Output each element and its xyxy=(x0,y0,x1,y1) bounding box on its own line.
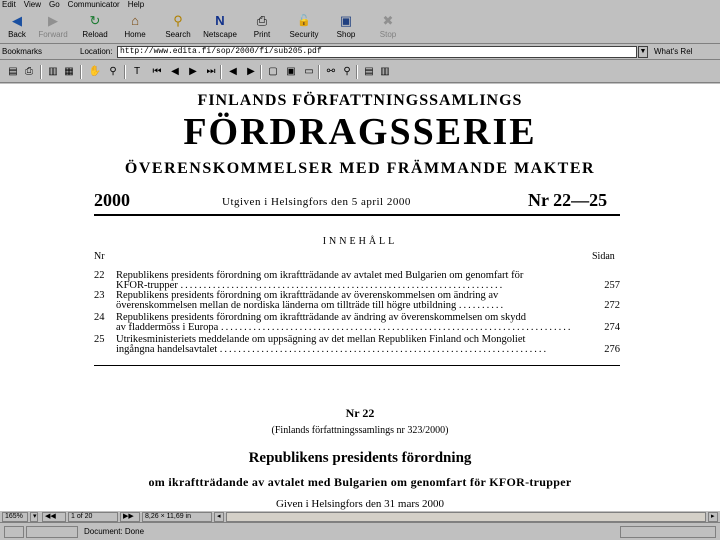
actual-size-icon[interactable]: ▢ xyxy=(268,66,278,77)
navigation-toolbar xyxy=(0,10,720,44)
section-number: Nr 22 xyxy=(345,406,375,420)
fit-page-icon[interactable]: ▣ xyxy=(286,66,296,77)
menu-help[interactable]: Help xyxy=(127,0,145,9)
chevron-down-icon[interactable]: ▾ xyxy=(30,512,38,522)
divider xyxy=(94,214,620,216)
scroll-left-icon[interactable]: ◂ xyxy=(214,512,224,522)
show-navigation-icon[interactable]: ▥ xyxy=(48,66,58,77)
forward-icon: ▶ xyxy=(48,13,58,28)
progress-bar xyxy=(26,526,78,538)
divider xyxy=(94,365,620,366)
whats-related-button[interactable]: What's Rel xyxy=(654,47,693,56)
lock-icon: 🔓 xyxy=(297,15,311,27)
toolbar-divider xyxy=(356,65,358,79)
toolbar-divider xyxy=(260,65,262,79)
section-reference: (Finlands författningssamlings nr 323/2000) xyxy=(271,425,449,436)
page-indicator: 1 of 20 xyxy=(68,512,118,522)
back-button[interactable]: ◀ Back xyxy=(8,13,26,39)
chevron-down-icon[interactable]: ▼ xyxy=(638,46,648,58)
hand-tool-icon[interactable]: ✋ xyxy=(88,66,102,77)
url-input[interactable]: http://www.edita.fi/sop/2000/fi/sub205.pdf xyxy=(117,46,637,58)
search-button[interactable]: ⚲ Search xyxy=(165,13,191,39)
toolbar-divider xyxy=(318,65,320,79)
home-icon: ⌂ xyxy=(131,13,139,28)
text-select-icon[interactable]: T xyxy=(133,66,141,77)
stop-button[interactable]: ✖ Stop xyxy=(379,13,397,39)
search-icon[interactable]: ⚲ xyxy=(343,66,351,77)
next-page-icon[interactable]: ▶ xyxy=(189,66,197,77)
contents-title: INNEHÅLL xyxy=(322,236,398,247)
zoom-level[interactable]: 165% xyxy=(2,512,28,522)
horizontal-scrollbar[interactable] xyxy=(226,512,706,522)
status-components xyxy=(620,526,716,538)
shop-button[interactable]: ▣ Shop xyxy=(336,13,356,39)
toc-item-22[interactable]: 22 Republikens presidents förordning om ikraftträdande av avtalet med Bulgarien om genomfart för KFOR-trupper ...................................................................... 257 xyxy=(94,270,620,291)
home-button[interactable]: ⌂ Home xyxy=(124,13,146,39)
pdf-document-view[interactable] xyxy=(0,84,720,510)
back-icon: ◀ xyxy=(12,13,22,28)
last-page-icon[interactable]: ⏭ xyxy=(206,66,216,77)
menu-go[interactable]: Go xyxy=(49,0,60,9)
contents-col-nr: Nr xyxy=(94,251,105,262)
contents-col-page: Sidan xyxy=(592,251,615,262)
security-status-icon xyxy=(4,526,24,538)
stop-icon: ✖ xyxy=(382,13,394,28)
netscape-icon: N xyxy=(215,13,225,28)
document-subtitle: ÖVERENSKOMMELSER MED FRÄMMANDE MAKTER xyxy=(124,160,596,177)
forward-button[interactable]: ▶ Forward xyxy=(38,13,68,39)
go-back-icon[interactable]: ◀ xyxy=(229,66,237,77)
location-label: Location: xyxy=(80,47,113,56)
menu-edit[interactable]: Edit xyxy=(2,0,16,9)
toc-item-24[interactable]: 24 Republikens presidents förordning om ikraftträdande av ändring av överenskommelsen om skydd av fladdermöss i Europa ............................................................................ 274 xyxy=(94,312,620,333)
reload-icon: ↻ xyxy=(89,13,101,28)
scroll-right-icon[interactable]: ▸ xyxy=(708,512,718,522)
toc-item-23[interactable]: 23 Republikens presidents förordning om ikraftträdande av överenskommelsen om ändring av överenskommelsen mellan de nordiska länderna om tillträde till högre utbildning .......... 272 xyxy=(94,290,620,311)
page-size: 8,26 × 11,69 in xyxy=(142,512,212,522)
print-button[interactable]: ⎙ Print xyxy=(253,13,271,39)
search-icon: ⚲ xyxy=(173,13,183,28)
document-issued: Utgiven i Helsingfors den 5 april 2000 xyxy=(222,196,411,208)
last-page-icon[interactable]: ▶▶ xyxy=(120,512,140,522)
status-text: Document: Done xyxy=(84,527,145,536)
toolbar-divider xyxy=(124,65,126,79)
find-icon[interactable]: ⚯ xyxy=(326,66,336,77)
toolbar-divider xyxy=(40,65,42,79)
page-thumbnails-icon[interactable]: ▤ xyxy=(364,66,374,77)
print-icon[interactable]: ⎙ xyxy=(25,66,33,77)
menu-bar xyxy=(0,0,720,10)
first-page-icon[interactable]: ⏮ xyxy=(152,66,162,77)
section-given: Given i Helsingfors den 31 mars 2000 xyxy=(275,498,445,510)
netscape-button[interactable]: N Netscape xyxy=(203,13,237,39)
toc-item-25[interactable]: 25 Utrikesministeriets meddelande om uppsägning av det mellan Republiken Finland och Mongoliet ingångna handelsavtalet ....................................................................... 276 xyxy=(94,334,620,355)
document-year: 2000 xyxy=(94,190,130,210)
pdf-toolbar xyxy=(0,61,720,83)
toolbar-divider xyxy=(220,65,222,79)
bookmarks-pane-icon[interactable]: ▦ xyxy=(64,66,74,77)
menu-communicator[interactable]: Communicator xyxy=(67,0,120,9)
go-forward-icon[interactable]: ▶ xyxy=(247,66,255,77)
document-header-series: FINLANDS FÖRFATTNINGSSAMLINGS xyxy=(197,92,523,109)
status-bar xyxy=(0,522,720,540)
section-subtitle: om ikraftträdande av avtalet med Bulgarien om genomfart för KFOR-trupper xyxy=(148,475,572,489)
section-title: Republikens presidents förordning xyxy=(248,450,472,466)
save-icon[interactable]: ▤ xyxy=(8,66,18,77)
pdf-page-bar xyxy=(0,510,720,522)
fit-width-icon[interactable]: ▭ xyxy=(304,66,314,77)
bookmarks-button[interactable]: Bookmarks xyxy=(2,47,43,56)
security-button[interactable]: 🔓 Security xyxy=(289,15,319,39)
zoom-tool-icon[interactable]: ⚲ xyxy=(109,66,117,77)
location-bar xyxy=(0,44,720,60)
document-title: FÖRDRAGSSERIE xyxy=(183,111,537,153)
reload-button[interactable]: ↻ Reload xyxy=(82,13,108,39)
print-icon: ⎙ xyxy=(256,13,268,28)
page-layout-icon[interactable]: ▥ xyxy=(380,66,390,77)
document-number: Nr 22—25 xyxy=(528,190,608,210)
previous-page-icon[interactable]: ◀ xyxy=(171,66,179,77)
toolbar-divider xyxy=(80,65,82,79)
shop-icon: ▣ xyxy=(339,13,353,28)
menu-view[interactable]: View xyxy=(23,0,41,9)
first-page-icon[interactable]: ◀◀ xyxy=(42,512,66,522)
